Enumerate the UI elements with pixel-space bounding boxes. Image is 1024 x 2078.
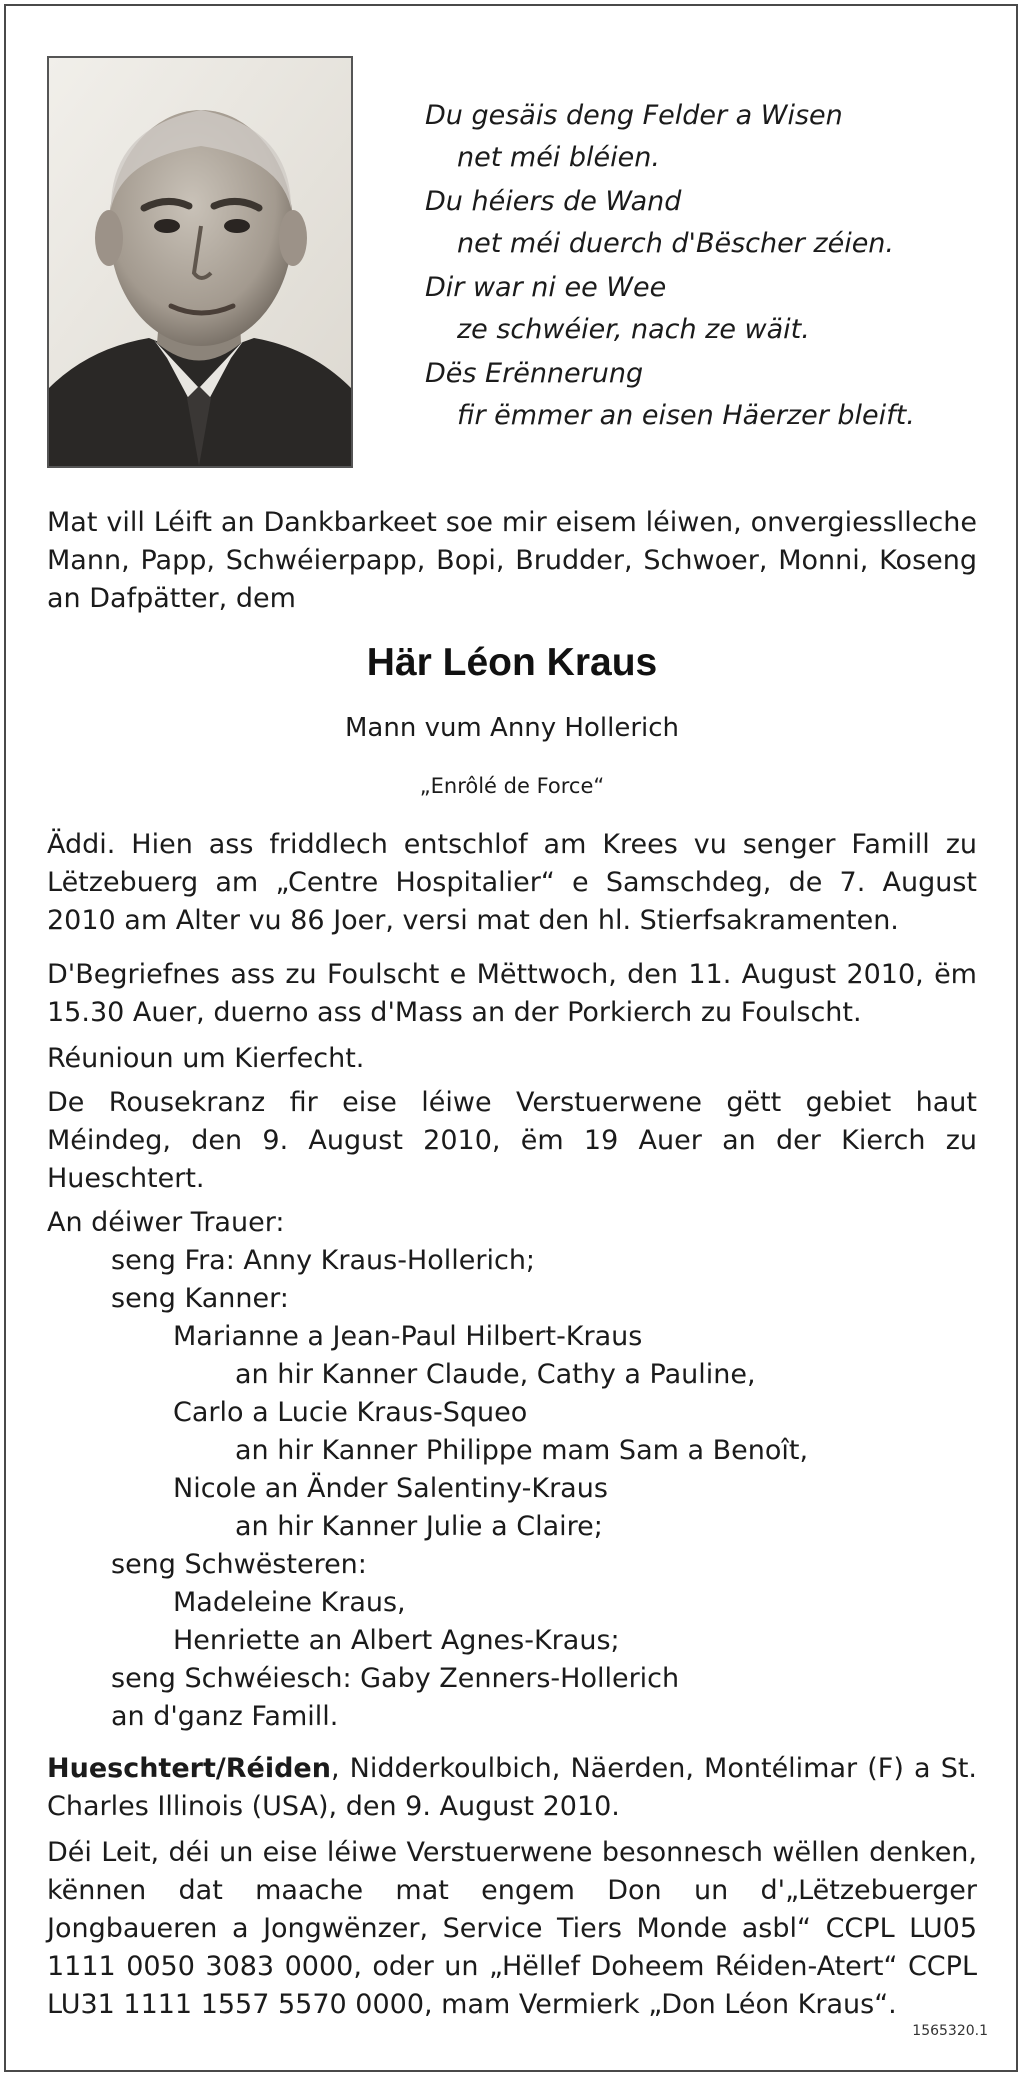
poem-line: Du héiers de Wand: [425, 186, 682, 217]
portrait-photo: [47, 56, 353, 468]
poem-stanza: [425, 267, 985, 351]
death-notice-paragraph: Äddi. Hien ass friddlech entschlof am Krees vu senger Famill zu Lëtzebuerg am „Centre Hospitalier“ e Samschdeg, de 7. August 2010 am Alter vu 86 Joer, versi mat den hl. Stierfsakramenten.: [47, 829, 977, 936]
place-bold: Hueschtert/Réiden: [47, 1753, 331, 1784]
mourner-line: seng Fra: Anny Kraus-Hollerich;: [111, 1245, 536, 1276]
reunion-line: Réunioun um Kierfecht.: [47, 1043, 365, 1074]
rosary-paragraph: De Rousekranz fir eise léiwe Verstuerwene gëtt gebiet haut Méindeg, den 9. August 2010, ëm 19 Auer an der Kierch zu Hueschtert.: [47, 1087, 977, 1194]
mourner-line: Marianne a Jean-Paul Hilbert-Kraus: [173, 1321, 643, 1352]
mourner-line: an d'ganz Famill.: [111, 1701, 339, 1732]
place-date-paragraph: [47, 1750, 977, 1826]
enrole-de-force: „Enrôlé de Force“: [419, 774, 605, 798]
spouse-line: Mann vum Anny Hollerich: [344, 713, 680, 743]
mourner-line: seng Schwësteren:: [111, 1549, 367, 1580]
mourners-heading: An déiwer Trauer:: [47, 1207, 285, 1238]
poem: [425, 95, 985, 439]
poem-stanza: [425, 353, 985, 437]
poem-line: ze schwéier, nach ze wäit.: [457, 314, 810, 345]
funeral-paragraph: D'Begriefnes ass zu Foulscht e Mëttwoch, den 11. August 2010, ëm 15.30 Auer, duerno ass d'Mass an der Porkierch zu Foulscht.: [47, 959, 977, 1028]
poem-stanza: [425, 95, 985, 179]
poem-line: net méi bléien.: [457, 142, 660, 173]
mourner-line: an hir Kanner Claude, Cathy a Pauline,: [235, 1359, 756, 1390]
poem-line: Dir war ni ee Wee: [425, 272, 667, 303]
mourner-line: an hir Kanner Julie a Claire;: [235, 1511, 603, 1542]
poem-line: net méi duerch d'Bëscher zéien.: [457, 228, 894, 259]
deceased-name: Här Léon Kraus: [366, 641, 658, 684]
mourner-line: an hir Kanner Philippe mam Sam a Benoît,: [235, 1435, 809, 1466]
poem-line: Dës Erënnerung: [425, 358, 644, 389]
poem-line: fir ëmmer an eisen Häerzer bleift.: [457, 400, 915, 431]
mourner-line: Madeleine Kraus,: [173, 1587, 406, 1618]
intro-paragraph: Mat vill Léift an Dankbarkeet soe mir eisem léiwen, onvergiesslleche Mann, Papp, Schwéierpapp, Bopi, Brudder, Schwoer, Monni, Koseng an Dafpätter, dem: [47, 507, 977, 614]
mourner-line: Nicole an Änder Salentiny-Kraus: [173, 1473, 608, 1504]
mourner-line: seng Schwéiesch: Gaby Zenners-Hollerich: [111, 1663, 680, 1694]
poem-stanza: [425, 181, 985, 265]
reference-number: 1565320.1: [912, 2023, 988, 2039]
poem-line: Du gesäis deng Felder a Wisen: [425, 100, 843, 131]
donation-paragraph: Déi Leit, déi un eise léiwe Verstuerwene besonnesch wëllen denken, kënnen dat maache mat engem Don un d'„Lëtzebuerger Jongbaueren a Jongwënzer, Service Tiers Monde asbl“ CCPL LU05 1111 0050 3083 0000, oder un „Hëllef Doheem Réiden-Atert“ CCPL LU31 1111 1557 5570 0000, mam Vermierk „Don Léon Kraus“.: [47, 1837, 977, 2020]
mourner-line: Carlo a Lucie Kraus-Squeo: [173, 1397, 528, 1428]
mourner-line: Henriette an Albert Agnes-Kraus;: [173, 1625, 620, 1656]
mourners-section: [47, 1204, 977, 1736]
place-rest: , Nidderkoulbich, Näerden, Montélimar (F) a St. Charles Illinois (USA), den 9. August 2010.: [47, 1753, 977, 1822]
mourner-line: seng Kanner:: [111, 1283, 289, 1314]
